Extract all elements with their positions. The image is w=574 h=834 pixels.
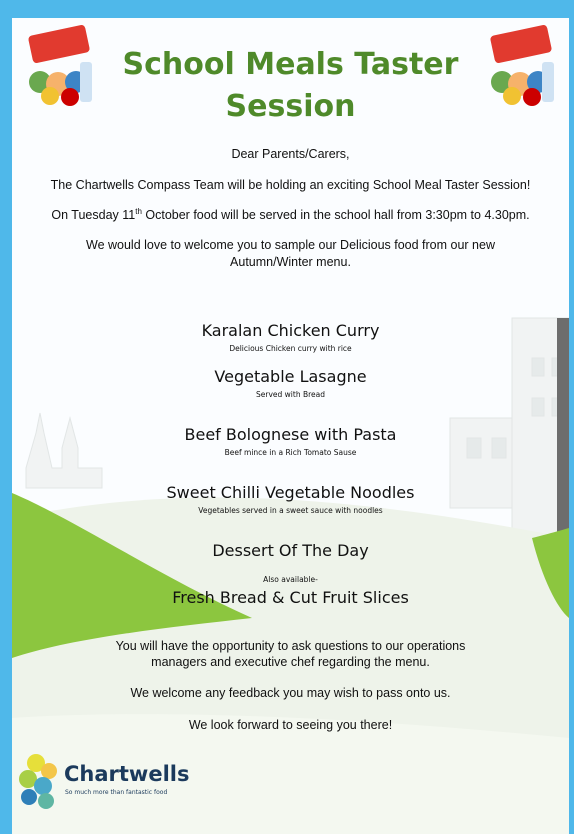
page-title-line2: Session [225,89,356,124]
flyer-page [12,18,569,834]
date-text-before: On Tuesday 11 [51,208,136,222]
menu-item-name: Beef Bolognese with Pasta [184,425,397,444]
menu-item-name: Sweet Chilli Vegetable Noodles [166,483,415,502]
brand-name: Chartwells [64,762,190,786]
menu-item-desc: Delicious Chicken curry with rice [229,344,352,353]
menu-item-desc: Vegetables served in a sweet sauce with noodles [198,506,383,515]
also-available-item: Fresh Bread & Cut Fruit Slices [172,588,409,607]
brand-tagline: So much more than fantastic food [65,789,168,796]
questions-paragraph-line2: managers and executive chef regarding the menu. [151,655,430,669]
food-super-heroes-logo [482,22,560,108]
date-paragraph [32,207,549,224]
intro-paragraph: The Chartwells Compass Team will be holding an exciting School Meal Taster Session! [50,178,531,192]
feedback-paragraph: We welcome any feedback you may wish to pass onto us. [130,686,451,700]
questions-paragraph-line1: You will have the opportunity to ask questions to our operations [115,639,466,653]
also-available-label: Also available- [263,575,318,584]
page-title: School Meals Taster [122,47,459,82]
menu-item-name: Vegetable Lasagne [214,367,367,386]
menu-item-name: Karalan Chicken Curry [201,321,380,340]
menu-item-desc: Beef mince in a Rich Tomato Sause [224,448,357,457]
food-super-heroes-logo [20,22,98,108]
welcome-paragraph-line1: We would love to welcome you to sample our Delicious food from our new [86,238,495,252]
menu-item-desc: Served with Bread [256,390,325,399]
welcome-paragraph-line2: Autumn/Winter menu. [230,255,351,269]
closing-paragraph: We look forward to seeing you there! [188,718,393,732]
date-text-after: October food will be served in the school hall from 3:30pm to 4.30pm. [141,208,530,222]
chartwells-logo-icon [16,751,60,811]
date-ordinal: th [135,206,142,216]
menu-item-name: Dessert Of The Day [212,541,369,560]
greeting: Dear Parents/Carers, [231,147,350,161]
